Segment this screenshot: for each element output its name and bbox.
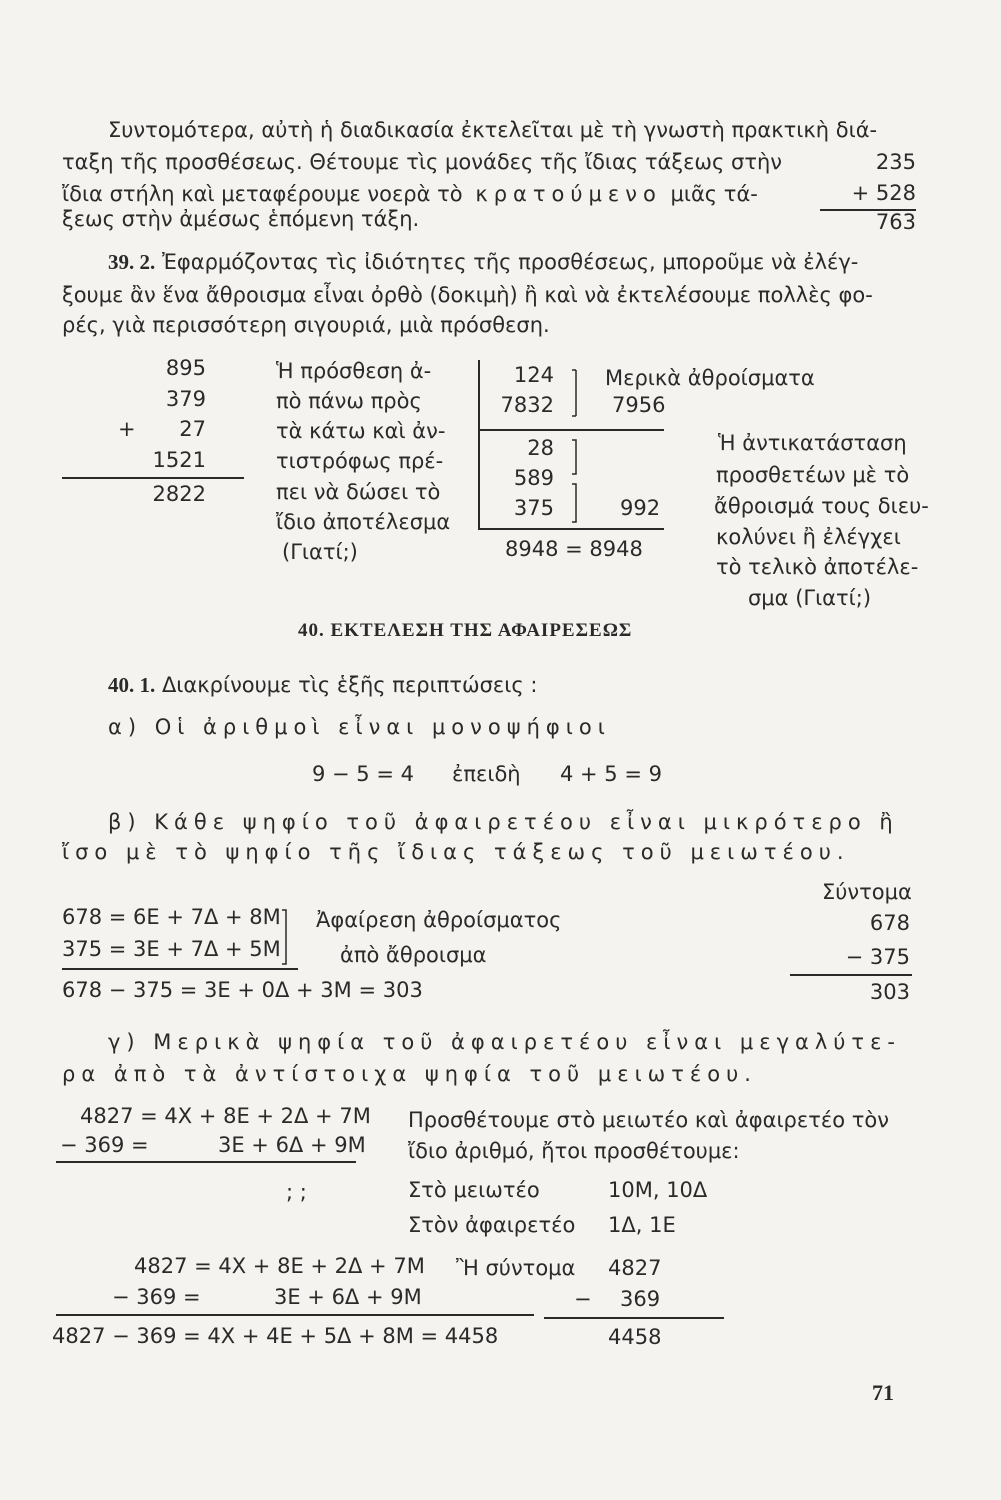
page-number: 71 bbox=[872, 1380, 894, 1405]
mid-text-4: τιστρόφως πρέ- bbox=[276, 449, 444, 473]
s392-line-1 bbox=[108, 250, 858, 275]
gamma-eq5a: − 369 = bbox=[112, 1285, 201, 1309]
gamma-a-val: 1Δ, 1Ε bbox=[608, 1213, 676, 1237]
s392-number: 39. 2. bbox=[108, 250, 156, 274]
table-braces bbox=[560, 364, 590, 534]
gamma-rule-2 bbox=[56, 1314, 534, 1316]
alpha-eq2: 4 + 5 = 9 bbox=[560, 762, 662, 786]
gamma-a-label: Στὸν ἀφαιρετέο bbox=[408, 1213, 576, 1237]
gamma-eq1: 4827 = 4Χ + 8Ε + 2Δ + 7Μ bbox=[80, 1104, 371, 1128]
table-r2: 7832 bbox=[500, 393, 554, 417]
gamma-short-rule bbox=[544, 1317, 724, 1319]
beta-line-1: β) Κάθε ψηφίο τοῦ ἀφαιρετέου εἶναι μικρότερο ἢ bbox=[108, 810, 899, 834]
s392-line-2: ξουμε ἂν ἕνα ἄθροισμα εἶναι ὀρθὸ (δοκιμὴ) ἢ καὶ νὰ ἐκτελέσουμε πολλὲς φο- bbox=[62, 283, 873, 307]
left-sum-rule bbox=[62, 477, 244, 479]
intro-line-3-text: ἴδια στήλη καὶ μεταφέρουμε νοερὰ τὸ bbox=[62, 182, 463, 206]
table-r4: 589 bbox=[513, 466, 554, 490]
intro-line-2: ταξη τῆς προσθέσεως. Θέτουμε τὶς μονάδες τῆς ἴδιας τάξεως στὴν bbox=[62, 150, 783, 174]
table-p2: 992 bbox=[620, 496, 661, 520]
right-text-2: προσθετέων μὲ τὸ bbox=[716, 463, 910, 487]
left-sum-plus: + bbox=[118, 417, 136, 441]
left-sum-n4: 1521 bbox=[152, 448, 206, 472]
beta-brace bbox=[276, 906, 296, 970]
gamma-short-result: 4458 bbox=[608, 1325, 662, 1349]
table-r1: 124 bbox=[513, 363, 554, 387]
left-sum-total: 2822 bbox=[152, 482, 206, 506]
gamma-short-minus: − bbox=[574, 1287, 592, 1311]
table-r5: 375 bbox=[513, 496, 554, 520]
s401-line bbox=[108, 673, 537, 698]
gamma-eq6: 4827 − 369 = 4Χ + 4Ε + 5Δ + 8Μ = 4458 bbox=[52, 1324, 499, 1348]
gamma-add-2: ἴδιο ἀριθμό, ἤτοι προσθέτουμε: bbox=[408, 1139, 740, 1163]
gamma-semis: ; ; bbox=[286, 1180, 307, 1204]
alpha-since: ἐπειδὴ bbox=[452, 762, 521, 786]
gamma-eq2b: 3Ε + 6Δ + 9Μ bbox=[218, 1133, 366, 1157]
s401-text: Διακρίνουμε τὶς ἑξῆς περιπτώσεις : bbox=[161, 673, 538, 697]
s392-line-3: ρές, γιὰ περισσότερη σιγουριά, μιὰ πρόσθεση. bbox=[62, 313, 550, 337]
gamma-line-1: γ) Μερικὰ ψηφία τοῦ ἀφαιρετέου εἶναι μεγαλύτε- bbox=[108, 1030, 901, 1054]
right-text-3: ἄθροισμά τους διευ- bbox=[714, 494, 929, 518]
gamma-add-1: Προσθέτουμε στὸ μειωτέο καὶ ἀφαιρετέο τὸν bbox=[408, 1108, 889, 1132]
beta-line-2: ἴσο μὲ τὸ ψηφίο τῆς ἴδιας τάξεως τοῦ μειωτέου. bbox=[62, 840, 850, 864]
beta-rule bbox=[62, 968, 298, 970]
intro-sum-a: 235 bbox=[875, 150, 916, 174]
mid-text-7: (Γιατί;) bbox=[282, 540, 358, 564]
mid-text-5: πει νὰ δώσει τὸ bbox=[276, 480, 441, 504]
gamma-short-b: 369 bbox=[620, 1287, 661, 1311]
intro-line-4: ξεως στὴν ἀμέσως ἑπόμενη τάξη. bbox=[62, 207, 420, 231]
beta-eq2: 375 = 3Ε + 7Δ + 5Μ bbox=[62, 937, 281, 961]
mid-text-1: Ἡ πρόσθεση ἀ- bbox=[276, 359, 432, 383]
intro-sum-result: 763 bbox=[875, 210, 916, 234]
left-sum-n3: 27 bbox=[179, 417, 206, 441]
left-sum-n2: 379 bbox=[165, 387, 206, 411]
beta-short-a: 678 bbox=[869, 911, 910, 935]
partial-sums-label: Μερικὰ ἀθροίσματα bbox=[605, 366, 815, 390]
gamma-rule-1 bbox=[56, 1161, 356, 1163]
gamma-m-val: 10Μ, 10Δ bbox=[608, 1178, 708, 1202]
gamma-short-label: Ἢ σύντομα bbox=[456, 1256, 576, 1280]
mid-text-3: τὰ κάτω καὶ ἀν- bbox=[276, 419, 446, 443]
right-text-6: σμα (Γιατί;) bbox=[748, 586, 872, 610]
beta-sub-1: Ἀφαίρεση ἀθροίσματος bbox=[316, 908, 562, 932]
kratoumeno-word: κρατούμενο bbox=[475, 182, 662, 206]
alpha-eq1: 9 − 5 = 4 bbox=[312, 762, 414, 786]
table-p1: 7956 bbox=[612, 393, 666, 417]
beta-eq1: 678 = 6Ε + 7Δ + 8Μ bbox=[62, 905, 281, 929]
right-text-1: Ἡ ἀντικατάσταση bbox=[718, 431, 907, 455]
gamma-eq4: 4827 = 4Χ + 8Ε + 2Δ + 7Μ bbox=[134, 1254, 425, 1278]
intro-line-3-end: μιᾶς τά- bbox=[670, 182, 758, 206]
beta-sub-2: ἀπὸ ἄθροισμα bbox=[340, 943, 487, 967]
gamma-line-2: ρα ἀπὸ τὰ ἀντίστοιχα ψηφία τοῦ μειωτέου. bbox=[62, 1062, 757, 1086]
table-r3: 28 bbox=[527, 436, 554, 460]
beta-short-b: − 375 bbox=[845, 945, 910, 969]
alpha-line: α) Οἱ ἀριθμοὶ εἶναι μονοψήφιοι bbox=[108, 715, 611, 739]
table-left-border bbox=[478, 360, 480, 530]
intro-sum-b: + 528 bbox=[851, 181, 916, 205]
s392-line-1-text: Ἐφαρμόζοντας τὶς ἰδιότητες τῆς προσθέσεως, μποροῦμε νὰ ἐλέγ- bbox=[161, 250, 859, 274]
mid-text-6: ἴδιο ἀποτέλεσμα bbox=[276, 510, 451, 534]
beta-eq3: 678 − 375 = 3Ε + 0Δ + 3Μ = 303 bbox=[62, 978, 423, 1002]
right-text-5: τὸ τελικὸ ἀποτέλε- bbox=[716, 555, 919, 579]
beta-short-label: Σύντομα bbox=[822, 880, 912, 904]
right-text-4: κολύνει ἢ ἐλέγχει bbox=[716, 525, 901, 549]
beta-short-rule bbox=[790, 974, 912, 976]
left-sum-n1: 895 bbox=[165, 356, 206, 380]
gamma-m-label: Στὸ μειωτέο bbox=[408, 1178, 540, 1202]
s401-number: 40. 1. bbox=[108, 673, 156, 697]
section-40-heading: 40. ΕΚΤΕΛΕΣΗ ΤΗΣ ΑΦΑΙΡΕΣΕΩΣ bbox=[298, 620, 633, 641]
intro-line-1: Συντομότερα, αὐτὴ ἡ διαδικασία ἐκτελεῖται μὲ τὴ γνωστὴ πρακτικὴ διά- bbox=[108, 118, 878, 142]
intro-line-3 bbox=[62, 182, 758, 206]
gamma-eq2a: − 369 = bbox=[60, 1133, 149, 1157]
gamma-short-a: 4827 bbox=[608, 1256, 662, 1280]
table-check: 8948 = 8948 bbox=[505, 537, 643, 561]
mid-text-2: πὸ πάνω πρὸς bbox=[276, 389, 422, 413]
gamma-eq5b: 3Ε + 6Δ + 9Μ bbox=[274, 1285, 422, 1309]
beta-short-result: 303 bbox=[869, 980, 910, 1004]
